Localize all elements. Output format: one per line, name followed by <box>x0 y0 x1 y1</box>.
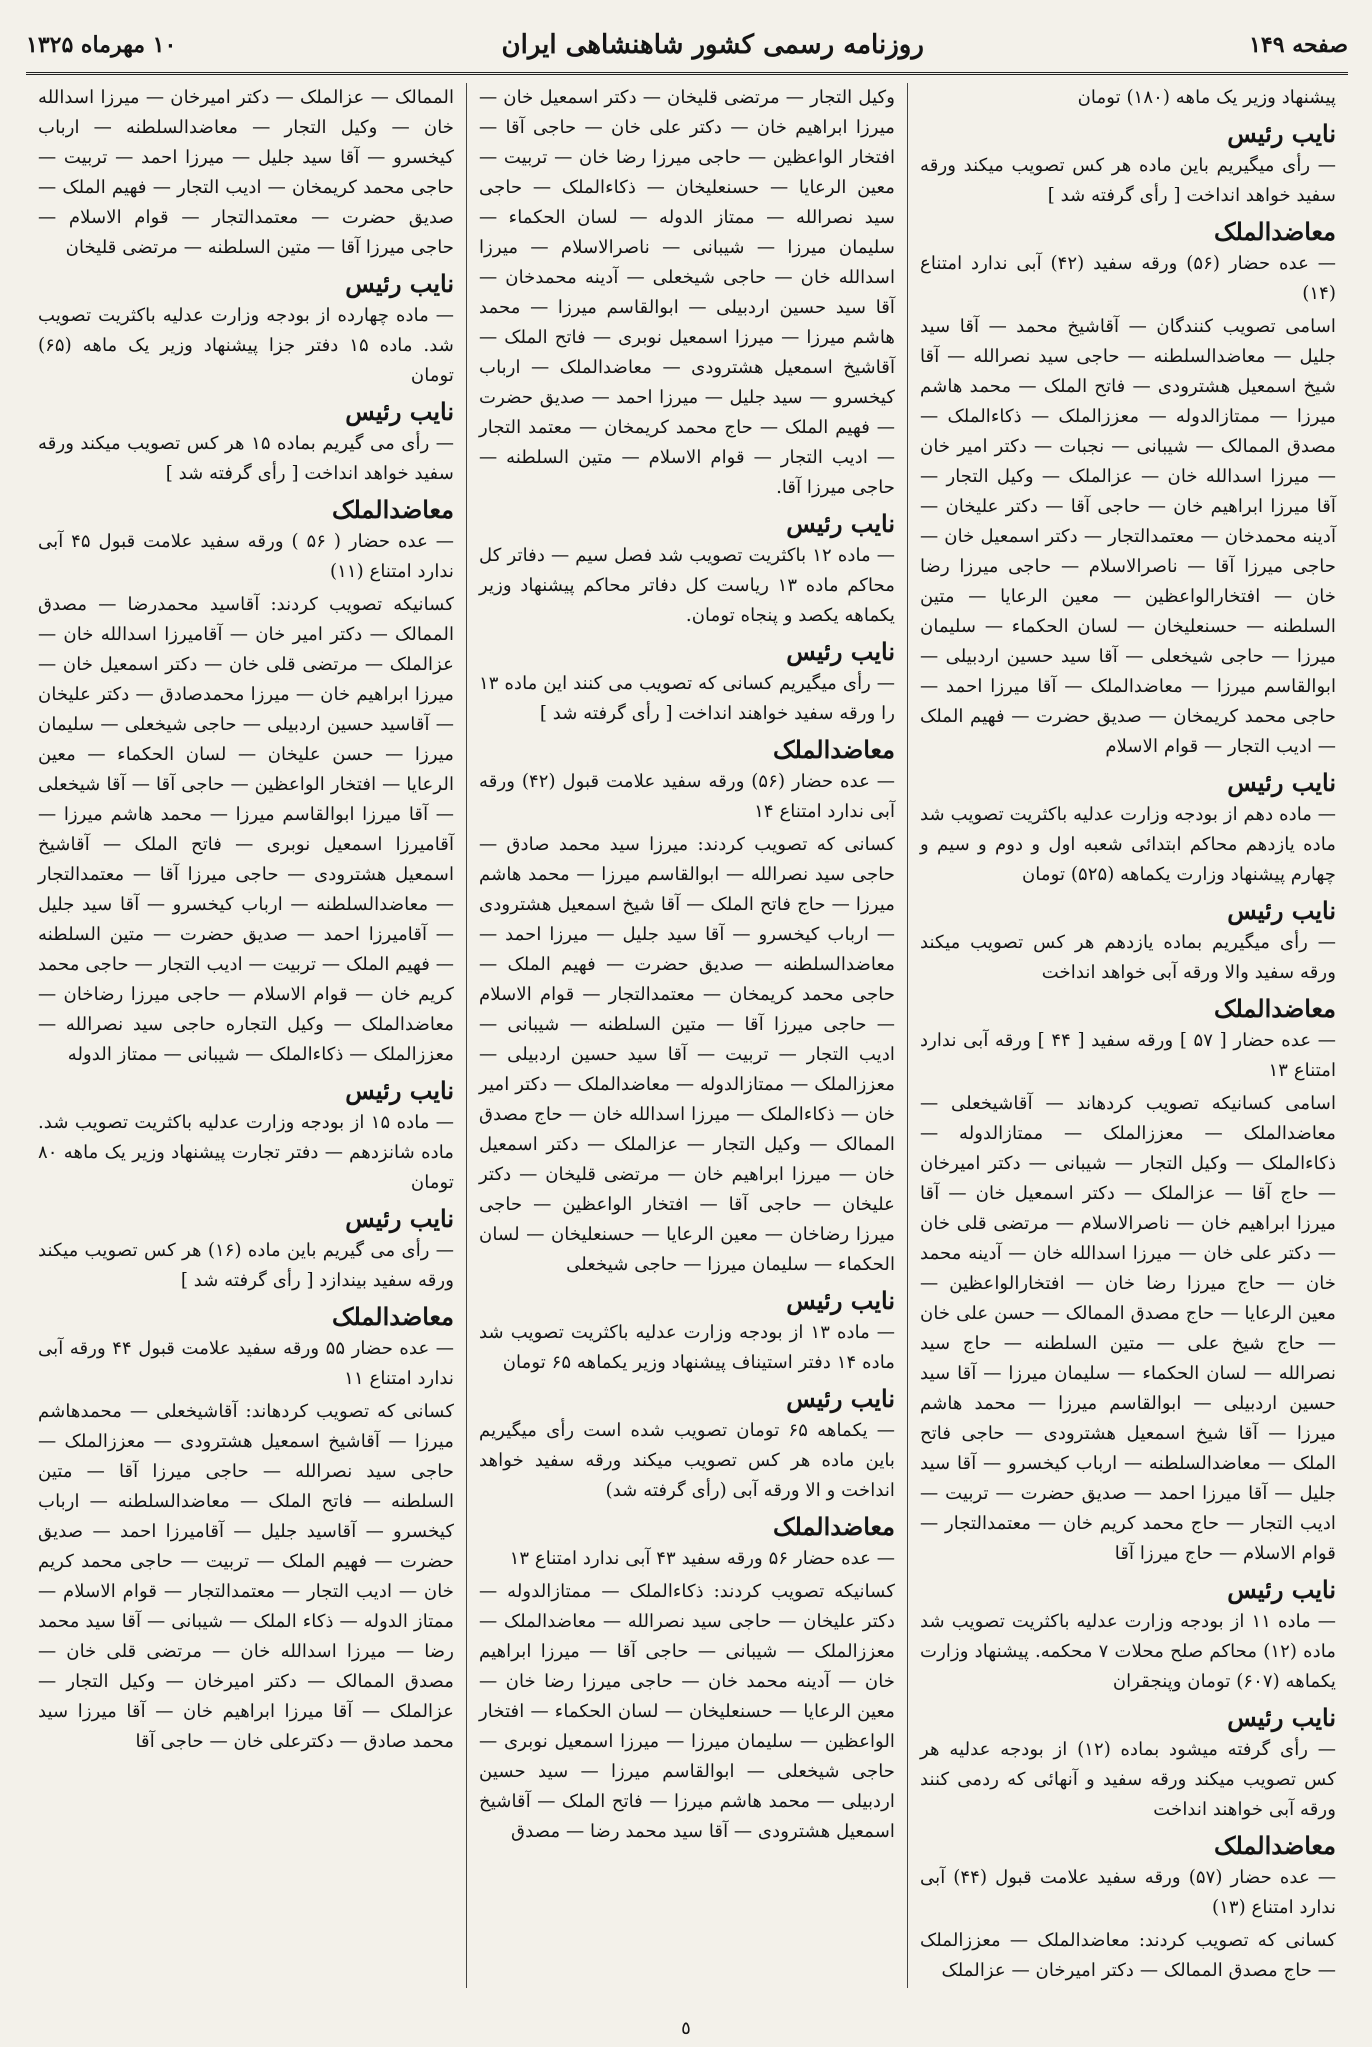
speaker-heading: نایب رئیس <box>1227 1703 1336 1732</box>
column-middle <box>467 83 908 1988</box>
paragraph: اسامی کسانیکه تصویب کردهاند — آقاشیخعلی — معاضدالملک — معززالملک — ممتازالدوله — ذکاءالملک — وکیل التجار — شیبانی — دکتر امیرخان — حاج آقا — عزالملک — دکتر اسمعیل خان — آقا میرزا ابراهیم خان — ناصرالاسلام — مرتضی قلی خان — دکتر علی خان — میرزا اسدالله خان — آدینه محمد خان — حاج میرزا رضا خان — افتخارالواعظین — معین الرعایا — حاج مصدق الممالک — حسن علی خان — حاج شیخ علی — متین السلطنه — حاج سید نصرالله — لسان الحکماء — سلیمان میرزا — آقا سید حسین اردبیلی — ابوالقاسم میرزا — محمد هاشم میرزا — آقا شیخ اسمعیل هشترودی — حاجی فاتح الملک — معاضدالسلطنه — ارباب کیخسرو — آقا سید جلیل — آقا میرزا احمد — صدیق حضرت — تربیت — ادیب التجار — حاج محمد کریم خان — معتمدالتجار — قوام الاسلام — حاج میرزا آقا <box>920 1093 1336 1564</box>
speaker-heading: معاضدالملک <box>1213 1831 1336 1860</box>
speaker-heading: نایب رئیس <box>345 269 454 298</box>
paragraph: کسانی که تصویب کردند: معاضدالملک — معززالملک — حاج مصدق الممالک — دکتر امیرخان — عزالملک <box>920 1930 1336 1981</box>
paragraph: — ماده ۱۳ از بودجه وزارت عدلیه باکثریت تصویب شد ماده ۱۴ دفتر استیناف پیشنهاد وزیر یکماهه ۶۵ تومان <box>479 1322 895 1373</box>
paragraph: کسانی که تصویب کردهاند: آقاشیخعلی — محمدهاشم میرزا — آقاشیخ اسمعیل هشترودی — معززالملک — حاجی سید نصرالله — حاجی میرزا آقا — متین السلطنه — فاتح الملک — معاضدالسلطنه — ارباب کیخسرو — آقاسید جلیل — آقامیرزا احمد — صدیق حضرت — فهیم الملک — تربیت — حاجی محمد کریم خان — ادیب التجار — معتمدالتجار — قوام الاسلام — ممتاز الدوله — ذکاء الملک — شیبانی — آقا سید محمد رضا — میرزا اسدالله خان — مرتضی قلی خان — مصدق الممالک — دکتر امیرخان — وکیل التجار — عزالملک — آقا میرزا ابراهیم خان — آقا میرزا سید محمد صادق — دکترعلی خان — حاجی آقا <box>38 1401 454 1752</box>
paragraph: — عده حضار (۵۶) ورقه سفید (۴۲) آبی ندارد امتناع (۱۴) <box>920 253 1336 304</box>
paragraph: وکیل التجار — مرتضی قلیخان — دکتر اسمعیل خان — میرزا ابراهیم خان — دکتر علی خان — حاجی آقا — افتخار الواعظین — حاجی میرزا رضا خان — تربیت — معین الرعایا — حسنعلیخان — ذکاءالملک — حاجی سید نصرالله — ممتاز الدوله — لسان الحکماء — سلیمان میرزا — شیبانی — ناصرالاسلام — میرزا اسدالله خان — حاجی شیخعلی — آدینه محمدخان — آقا سید حسین اردبیلی — ابوالقاسم میرزا — محمد هاشم میرزا — میرزا اسمعیل نوبری — فاتح الملک — آقاشیخ اسمعیل هشترودی — معاضدالملک — ارباب کیخسرو — سید جلیل — میرزا احمد — صدیق حضرت — فهیم الملک — حاج محمد کریمخان — معتمد التجار — ادیب التجار — قوام الاسلام — متین السلطنه — حاجی میرزا آقا. <box>479 87 895 498</box>
newspaper-title: روزنامه رسمی کشور شاهنشاهی ایران <box>501 30 924 60</box>
paragraph: — ماده دهم از بودجه وزارت عدلیه باکثریت تصویب شد ماده یازدهم محاکم ابتدائی شعبه اول و دوم و سیم و چهارم پیشنهاد وزارت یکماهه (۵۲۵) تومان <box>920 804 1336 885</box>
paragraph: — عده حضار ( ۵۶ ) ورقه سفید علامت قبول ۴۵ آبی ندارد امتناع (۱۱) <box>38 531 454 582</box>
paragraph: الممالک — عزالملک — دکتر امیرخان — میرزا اسدالله خان — وکیل التجار — معاضدالسلطنه — ارباب کیخسرو — آقا سید جلیل — میرزا احمد — تربیت — حاجی محمد کریمخان — ادیب التجار — فهیم الملک — صدیق حضرت — معتمدالتجار — قوام الاسلام — حاجی میرزا آقا — متین السلطنه — مرتضی قلیخان <box>38 87 454 258</box>
speaker-heading: معاضدالملک <box>772 735 895 764</box>
paragraph: — رأی می گیریم باین ماده (۱۶) هر کس تصویب میکند ورقه سفید بیندازد [ رأی گرفته شد ] <box>38 1240 454 1291</box>
page-header <box>26 18 1348 75</box>
paragraph: — ماده ۱۱ از بودجه وزارت عدلیه باکثریت تصویب شد ماده (۱۲) محاکم صلح محلات ۷ محکمه. پیشنهاد وزارت یکماهه (۶۰۷) تومان وپنجقران <box>920 1611 1336 1692</box>
column-left <box>26 83 467 1988</box>
paragraph: — ماده ۱۵ از بودجه وزارت عدلیه باکثریت تصویب شد. ماده شانزدهم — دفتر تجارت پیشنهاد وزیر یک ماهه ۸۰ تومان <box>38 1112 454 1193</box>
speaker-heading: نایب رئیس <box>1227 1575 1336 1604</box>
paragraph: — ماده ۱۲ باکثریت تصویب شد فصل سیم — دفاتر کل محاکم ماده ۱۳ ریاست کل دفاتر محاکم پیشنهاد وزیر یکماهه یکصد و پنجاه تومان. <box>479 545 895 626</box>
paragraph: اسامی تصویب کنندگان — آقاشیخ محمد — آقا سید جلیل — معاضدالسلطنه — حاجی سید نصرالله — آقا شیخ اسمعیل هشترودی — فاتح الملک — محمد هاشم میرزا — ممتازالدوله — معززالملک — ذکاءالملک — مصدق الممالک — شیبانی — نجبات — دکتر امیر خان — میرزا اسدالله خان — عزالملک — وکیل التجار — آقا میرزا ابراهیم خان — حاجی آقا — دکتر علیخان — آدینه محمدخان — معتمدالتجار — دکتر اسمعیل خان — حاجی میرزا آقا — ناصرالاسلام — حاجی میرزا رضا خان — افتخارالواعظین — معین الرعایا — متین السلطنه — حسنعلیخان — لسان الحکماء — سلیمان میرزا — حاجی شیخعلی — آقا سید حسین اردبیلی — ابوالقاسم میرزا — معاضدالملک — آقا میرزا احمد — حاجی محمد کریمخان — صدیق حضرت — فهیم الملک — ادیب التجار — قوام الاسلام <box>920 316 1336 757</box>
paragraph: — عده حضار (۵۷) ورقه سفید علامت قبول (۴۴) آبی ندارد امتناع (۱۳) <box>920 1867 1337 1918</box>
paragraph: — ماده چهارده از بودجه وزارت عدلیه باکثریت تصویب شد. ماده ۱۵ دفتر جزا پیشنهاد وزیر یک ماهه (۶۵) تومان <box>38 305 454 386</box>
speaker-heading: نایب رئیس <box>345 1076 454 1105</box>
column-right <box>908 83 1348 1988</box>
speaker-heading: نایب رئیس <box>1227 896 1336 925</box>
paragraph: — رأی میگیریم باین ماده هر کس تصویب میکند ورقه سفید خواهد انداخت [ رأی گرفته شد ] <box>920 155 1336 206</box>
speaker-heading: نایب رئیس <box>345 1204 454 1233</box>
speaker-heading: نایب رئیس <box>1227 119 1336 148</box>
speaker-heading: معاضدالملک <box>1213 994 1336 1023</box>
issue-date: ۱۰ مهرماه ۱۳۲۵ <box>26 32 177 58</box>
paragraph: — رأی می گیریم بماده ۱۵ هر کس تصویب میکند ورقه سفید خواهد انداخت [ رأی گرفته شد ] <box>38 433 454 484</box>
paragraph: — عده حضار ۵۶ ورقه سفید ۴۳ آبی ندارد امتناع ۱۳ <box>509 1548 895 1569</box>
paragraph: — رأی میگیریم کسانی که تصویب می کنند این ماده ۱۳ را ورقه سفید خواهند انداخت [ رأی گرفته شد ] <box>479 673 895 724</box>
speaker-heading: معاضدالملک <box>1213 217 1336 246</box>
speaker-heading: معاضدالملک <box>331 1302 454 1331</box>
paragraph: — رأی میگیریم بماده یازدهم هر کس تصویب میکند ورقه سفید والا ورقه آبی خواهد انداخت <box>920 932 1336 983</box>
paragraph: — رأی گرفته میشود بماده (۱۲) از بودجه عدلیه هر کس تصویب میکند ورقه سفید و آنهائی که ردمی کنند ورقه آبی خواهند انداخت <box>920 1739 1336 1820</box>
columns <box>26 83 1348 1988</box>
speaker-heading: معاضدالملک <box>772 1512 895 1541</box>
paragraph: — یکماهه ۶۵ تومان تصویب شده است رأی میگیریم باین ماده هر کس تصویب میکند ورقه سفید خواهد انداخت و الا ورقه آبی (رأی گرفته شد) <box>479 1420 895 1501</box>
speaker-heading: نایب رئیس <box>786 637 895 666</box>
page-folio: ٥ <box>681 2018 691 2039</box>
speaker-heading: نایب رئیس <box>786 1384 895 1413</box>
speaker-heading: نایب رئیس <box>1227 768 1336 797</box>
speaker-heading: معاضدالملک <box>331 495 454 524</box>
paragraph: — عده حضار ۵۵ ورقه سفید علامت قبول ۴۴ ورقه آبی ندارد امتناع ۱۱ <box>38 1338 454 1389</box>
speaker-heading: نایب رئیس <box>786 509 895 538</box>
paragraph: پیشنهاد وزیر یک ماهه (۱۸۰) تومان <box>1077 87 1336 108</box>
paragraph: کسانیکه تصویب کردند: ذکاءالملک — ممتازالدوله — دکتر علیخان — حاجی سید نصرالله — معاضدالملک — معززالملک — شیبانی — حاجی آقا — میرزا ابراهیم خان — آدینه محمد خان — حاجی میرزا رضا خان — معین الرعایا — حسنعلیخان — لسان الحکماء — افتخار الواعظین — سلیمان میرزا — میرزا اسمعیل نوبری — حاجی شیخعلی — ابوالقاسم میرزا — سید حسین اردبیلی — محمد هاشم میرزا — فاتح الملک — آقاشیخ اسمعیل هشترودی — آقا سید محمد رضا — مصدق <box>479 1581 895 1842</box>
paragraph: — عده حضار (۵۶) ورقه سفید علامت قبول (۴۲) ورقه آبی ندارد امتناع ۱۴ <box>479 771 895 822</box>
speaker-heading: نایب رئیس <box>786 1286 895 1315</box>
speaker-heading: نایب رئیس <box>345 397 454 426</box>
paragraph: کسانیکه تصویب کردند: آقاسید محمدرضا — مصدق الممالک — دکتر امیر خان — آقامیرزا اسدالله خان — عزالملک — مرتضی قلی خان — دکتر اسمعیل خان — میرزا ابراهیم خان — میرزا محمدصادق — دکتر علیخان — آقاسید حسین اردبیلی — حاجی شیخعلی — سلیمان میرزا — حسن علیخان — لسان الحکماء — معین الرعایا — افتخار الواعظین — حاجی آقا — آقا شیخعلی — آقا میرزا ابوالقاسم میرزا — محمد هاشم میرزا — آقامیرزا اسمعیل نوبری — فاتح الملک — آقاشیخ اسمعیل هشترودی — حاجی میرزا آقا — معتمدالتجار — معاضدالسلطنه — ارباب کیخسرو — آقا سید جلیل — آقامیرزا احمد — صدیق حضرت — متین السلطنه — فهیم الملک — تربیت — ادیب التجار — حاجی محمد کریم خان — قوام الاسلام — حاجی میرزا رضاخان — معاضدالملک — وکیل التجاره حاجی سید نصرالله — معززالملک — ذکاءالملک — شیبانی — ممتاز الدوله <box>38 594 454 1065</box>
paragraph: کسانی که تصویب کردند: میرزا سید محمد صادق — حاجی سید نصرالله — ابوالقاسم میرزا — محمد هاشم میرزا — حاج فاتح الملک — آقا شیخ اسمعیل هشترودی — ارباب کیخسرو — آقا سید جلیل — میرزا احمد — معاضدالسلطنه — صدیق حضرت — فهیم الملک — حاجی محمد کریمخان — معتمدالتجار — قوام الاسلام — حاجی میرزا آقا — متین السلطنه — شیبانی — ادیب التجار — تربیت — آقا سید حسین اردبیلی — معززالملک — ممتازالدوله — معاضدالملک — دکتر امیر خان — ذکاءالملک — میرزا اسدالله خان — حاج مصدق الممالک — وکیل التجار — عزالملک — دکتر اسمعیل خان — میرزا ابراهیم خان — مرتضی قلیخان — دکتر علیخان — حاجی آقا — افتخار الواعظین — حاجی میرزا رضاخان — معین الرعایا — حسنعلیخان — لسان الحکماء — سلیمان میرزا — حاجی شیخعلی <box>479 834 895 1275</box>
page-number: صفحه ۱۴۹ <box>1249 32 1348 58</box>
paragraph: — عده حضار [ ۵۷ ] ورقه سفید [ ۴۴ ] ورقه آبی ندارد امتناع ۱۳ <box>920 1030 1336 1081</box>
